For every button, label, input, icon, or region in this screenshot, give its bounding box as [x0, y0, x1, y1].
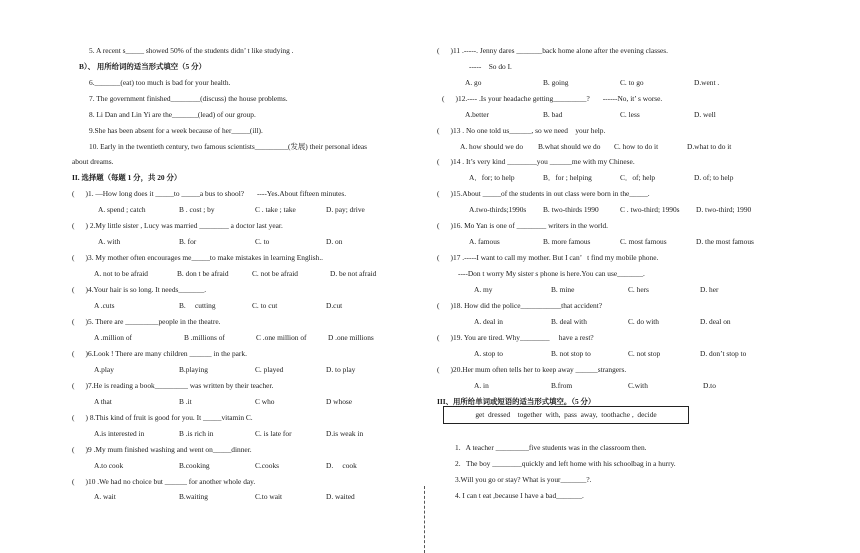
option-d: D. cook — [326, 461, 357, 470]
option-c: C.cooks — [255, 461, 280, 470]
option-c: C. not stop — [628, 349, 661, 358]
option-b: B. bad — [543, 110, 563, 119]
question-line: ( ) 2.My little sister , Lucy was married ________ a doctor last year. — [72, 221, 283, 230]
question-line: 4. I can t eat ,because I have a bad_______. — [455, 491, 584, 500]
option-a: A. deal in — [474, 317, 503, 326]
option-a: A.play — [94, 365, 114, 374]
option-c: C .one million of — [256, 333, 307, 342]
option-b: B.cooking — [179, 461, 210, 470]
option-d: D.cut — [326, 301, 343, 310]
answer-options — [72, 333, 427, 343]
option-c: C. hers — [628, 285, 649, 294]
option-d: D. waited — [326, 492, 355, 501]
option-a: A. how should we do — [460, 142, 524, 151]
option-a: A. wait — [94, 492, 116, 501]
option-c: C.with — [628, 381, 648, 390]
answer-options — [430, 349, 840, 359]
option-b: B. going — [543, 78, 569, 87]
question-line: 8. Li Dan and Lin Yi are the_______(lead) of our group. — [89, 110, 256, 119]
option-c: C.to wait — [255, 492, 283, 501]
option-a: A .million of — [94, 333, 132, 342]
question-line: ( )14 . It’s very kind ________you ______me with my Chinese. — [437, 157, 635, 166]
word-bank-text: get dressed together with, pass away, toothache , decide — [475, 410, 657, 419]
question-line: ( )18. How did the police___________that accident? — [437, 301, 603, 310]
option-b: B.what should we do — [538, 142, 601, 151]
answer-options — [72, 429, 427, 439]
option-a: A that — [94, 397, 112, 406]
option-c: C . take ; take — [255, 205, 296, 214]
option-d: D. her — [700, 285, 719, 294]
question-line: ( ) 8.This kind of fruit is good for you. It _____vitamin C. — [72, 413, 253, 422]
option-a: A. in — [474, 381, 489, 390]
answer-options — [72, 397, 427, 407]
option-b: B.waiting — [179, 492, 208, 501]
option-d: D. pay; drive — [326, 205, 365, 214]
option-b: B .is rich in — [179, 429, 214, 438]
question-line: 3.Will you go or stay? What is your_______?. — [455, 475, 592, 484]
section-heading: III、用所给单词或短语的适当形式填空。（5 分） — [437, 397, 596, 406]
option-d: D.went . — [694, 78, 720, 87]
answer-options — [430, 142, 840, 152]
option-b: B. for — [179, 237, 197, 246]
option-b: B .it — [179, 397, 192, 406]
question-line: ( )6.Look ! There are many children ______ in the park. — [72, 349, 247, 358]
option-a: A. with — [98, 237, 121, 246]
option-a: A.better — [465, 110, 490, 119]
option-a: A. go — [465, 78, 482, 87]
question-line: about dreams. — [72, 157, 114, 166]
option-a: A. famous — [469, 237, 500, 246]
answer-options — [72, 492, 427, 502]
option-c: C. is late for — [255, 429, 292, 438]
option-a: A .cuts — [94, 301, 115, 310]
question-line: ( )13 . No one told us______, so we need your help. — [437, 126, 606, 135]
answer-options — [430, 205, 840, 215]
option-c: C who — [255, 397, 275, 406]
option-d: D whose — [326, 397, 353, 406]
section-heading: II. 选择题（每题 1 分，共 20 分） — [72, 173, 182, 182]
answer-options — [72, 301, 427, 311]
option-b: B．for ; helping — [543, 173, 592, 182]
question-line: ( )10 .We had no choice but ______ for another whole day. — [72, 477, 256, 486]
question-line: ( )16. Mo Yan is one of ________ writers in the world. — [437, 221, 608, 230]
option-d: D.to — [703, 381, 716, 390]
option-b: B. mine — [551, 285, 575, 294]
question-line: 5. A recent s_____ showed 50% of the students didn’ t like studying . — [89, 46, 294, 55]
question-line: ( )9 .My mum finished washing and went on_____dinner. — [72, 445, 252, 454]
word-bank-box — [443, 406, 689, 424]
question-line: ( )12.---- .Is your headache getting_________? ------No, it’ s worse. — [442, 94, 663, 103]
question-line: ----Don t worry My sister s phone is here.You can use_______. — [458, 269, 645, 278]
option-a: A.to cook — [94, 461, 124, 470]
option-d: D. the most famous — [696, 237, 754, 246]
option-b: B. deal with — [551, 317, 587, 326]
question-line: ( )5. There are _________people in the theatre. — [72, 317, 221, 326]
option-c: C. how to do it — [614, 142, 659, 151]
option-c: C. to go — [620, 78, 644, 87]
option-c: C . two-third; 1990s — [620, 205, 680, 214]
answer-options — [430, 317, 840, 327]
answer-options — [430, 285, 840, 295]
option-d: D. two-third; 1990 — [696, 205, 752, 214]
answer-options — [72, 269, 427, 279]
question-line: 9.She has been absent for a week because of her_____(ill). — [89, 126, 263, 135]
option-a: A．for; to help — [469, 173, 515, 182]
option-b: B. don t be afraid — [177, 269, 229, 278]
option-d: D. be not afraid — [330, 269, 377, 278]
option-c: C. do with — [628, 317, 660, 326]
option-c: C. less — [620, 110, 640, 119]
question-line: ( )15.About _____of the students in out class were born in the_____. — [437, 189, 650, 198]
option-d: D. to play — [326, 365, 356, 374]
option-c: C. not be afraid — [252, 269, 298, 278]
option-d: D .one millions — [328, 333, 374, 342]
question-line: ( )17 .-----I want to call my mother. But I can’ t find my mobile phone. — [437, 253, 659, 262]
option-b: B.playing — [179, 365, 208, 374]
option-a: A. my — [474, 285, 493, 294]
option-d: D. deal on — [700, 317, 731, 326]
answer-options — [72, 237, 427, 247]
option-b: B. not stop to — [551, 349, 591, 358]
answer-options — [430, 381, 840, 391]
option-b: B.from — [551, 381, 573, 390]
answer-options — [430, 78, 840, 88]
option-a: A.two-thirds;1990s — [469, 205, 527, 214]
question-line: ( )19. You are tired. Why________ have a rest? — [437, 333, 594, 342]
question-line: ( )20.Her mum often tells her to keep away ______strangers. — [437, 365, 627, 374]
option-c: C. to — [255, 237, 270, 246]
answer-options — [72, 365, 427, 375]
option-b: B .millions of — [184, 333, 225, 342]
question-line: ( )3. My mother often encourages me_____to make mistakes in learning English.. — [72, 253, 324, 262]
answer-options — [430, 237, 840, 247]
answer-options — [430, 173, 840, 183]
answer-options — [430, 110, 840, 120]
question-line: ( )4.Your hair is so long. It needs_______. — [72, 285, 207, 294]
option-c: C．of; help — [620, 173, 656, 182]
option-b: B . cost ; by — [179, 205, 215, 214]
option-b: B. two-thirds 1990 — [543, 205, 599, 214]
question-line: 10. Early in the twentieth century, two famous scientists_________(发展) their personal ideas — [89, 142, 368, 151]
question-line: ( )1. —How long does it _____to _____a bus to shool? ----Yes.About fifteen minutes. — [72, 189, 347, 198]
question-line: 7. The government finished________(discuss) the house problems. — [89, 94, 288, 103]
option-a: A. spend ; catch — [98, 205, 146, 214]
option-d: D.is weak in — [326, 429, 364, 438]
option-a: A. not to be afraid — [94, 269, 148, 278]
option-b: B. cutting — [179, 301, 216, 310]
question-line: 1. A teacher _________five students was in the classroom then. — [455, 443, 647, 452]
column-divider — [424, 486, 425, 553]
question-line: ----- So do I. — [469, 62, 512, 71]
option-d: D.what to do it — [687, 142, 732, 151]
option-c: C. to cut — [252, 301, 278, 310]
question-line: ( )7.He is reading a book_________ was written by their teacher. — [72, 381, 274, 390]
option-d: D. of; to help — [694, 173, 734, 182]
option-b: B. more famous — [543, 237, 591, 246]
question-line: 2. The boy ________quickly and left home with his schoolbag in a hurry. — [455, 459, 676, 468]
question-line: 6._______(eat) too much is bad for your health. — [89, 78, 231, 87]
option-d: D. on — [326, 237, 343, 246]
answer-options — [72, 205, 427, 215]
option-d: D. don’t stop to — [700, 349, 747, 358]
question-line: ( )11 .-----. Jenny dares _______back home alone after the evening classes. — [437, 46, 669, 55]
option-a: A. stop to — [474, 349, 503, 358]
option-d: D. well — [694, 110, 716, 119]
option-c: C. played — [255, 365, 284, 374]
section-heading: B）、 用所给词的适当形式填空（5 分） — [79, 62, 206, 71]
option-c: C. most famous — [620, 237, 667, 246]
answer-options — [72, 461, 427, 471]
option-a: A.is interested in — [94, 429, 145, 438]
